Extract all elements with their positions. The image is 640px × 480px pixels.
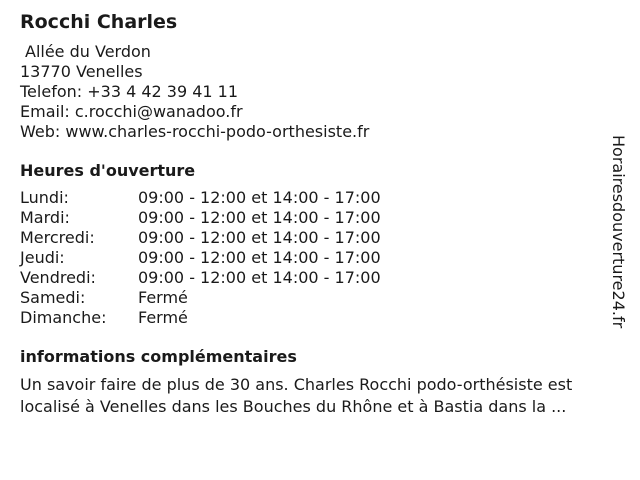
- day-label: Dimanche:: [20, 308, 107, 327]
- city-postal: 13770 Venelles: [20, 62, 143, 81]
- info-title: informations complémentaires: [20, 347, 297, 366]
- day-label: Samedi:: [20, 288, 86, 307]
- time-value: Fermé: [138, 288, 188, 307]
- hours-row-monday: [20, 188, 610, 208]
- time-value: 09:00 - 12:00 et 14:00 - 17:00: [138, 248, 381, 267]
- hours-row-tuesday: [20, 208, 610, 228]
- time-value: 09:00 - 12:00 et 14:00 - 17:00: [138, 228, 381, 247]
- hours-row-thursday: [20, 248, 610, 268]
- time-value: 09:00 - 12:00 et 14:00 - 17:00: [138, 268, 381, 287]
- info-line-2: localisé à Venelles dans les Bouches du Rhône et à Bastia dans la ...: [20, 397, 567, 416]
- website-link[interactable]: Web: www.charles-rocchi-podo-orthesiste.fr: [20, 122, 370, 141]
- phone-number[interactable]: Telefon: +33 4 42 39 41 11: [20, 82, 239, 101]
- address-block: [20, 42, 610, 142]
- hours-row-sunday: [20, 308, 610, 328]
- hours-row-friday: [20, 268, 610, 288]
- info-line-1: Un savoir faire de plus de 30 ans. Charles Rocchi podo-orthésiste est: [20, 375, 573, 394]
- day-label: Mercredi:: [20, 228, 95, 247]
- hours-row-saturday: [20, 288, 610, 308]
- day-label: Vendredi:: [20, 268, 96, 287]
- site-brand-vertical[interactable]: Horairesdouverture24.fr: [609, 135, 628, 329]
- business-card: [20, 10, 610, 418]
- email-address[interactable]: Email: c.rocchi@wanadoo.fr: [20, 102, 243, 121]
- time-value: Fermé: [138, 308, 188, 327]
- hours-title: Heures d'ouverture: [20, 161, 196, 180]
- time-value: 09:00 - 12:00 et 14:00 - 17:00: [138, 208, 381, 227]
- info-description: [20, 374, 610, 418]
- day-label: Mardi:: [20, 208, 70, 227]
- day-label: Jeudi:: [20, 248, 65, 267]
- hours-table: [20, 188, 610, 328]
- day-label: Lundi:: [20, 188, 69, 207]
- business-name: Rocchi Charles: [20, 11, 178, 33]
- time-value: 09:00 - 12:00 et 14:00 - 17:00: [138, 188, 381, 207]
- hours-row-wednesday: [20, 228, 610, 248]
- street-address: Allée du Verdon: [25, 42, 151, 61]
